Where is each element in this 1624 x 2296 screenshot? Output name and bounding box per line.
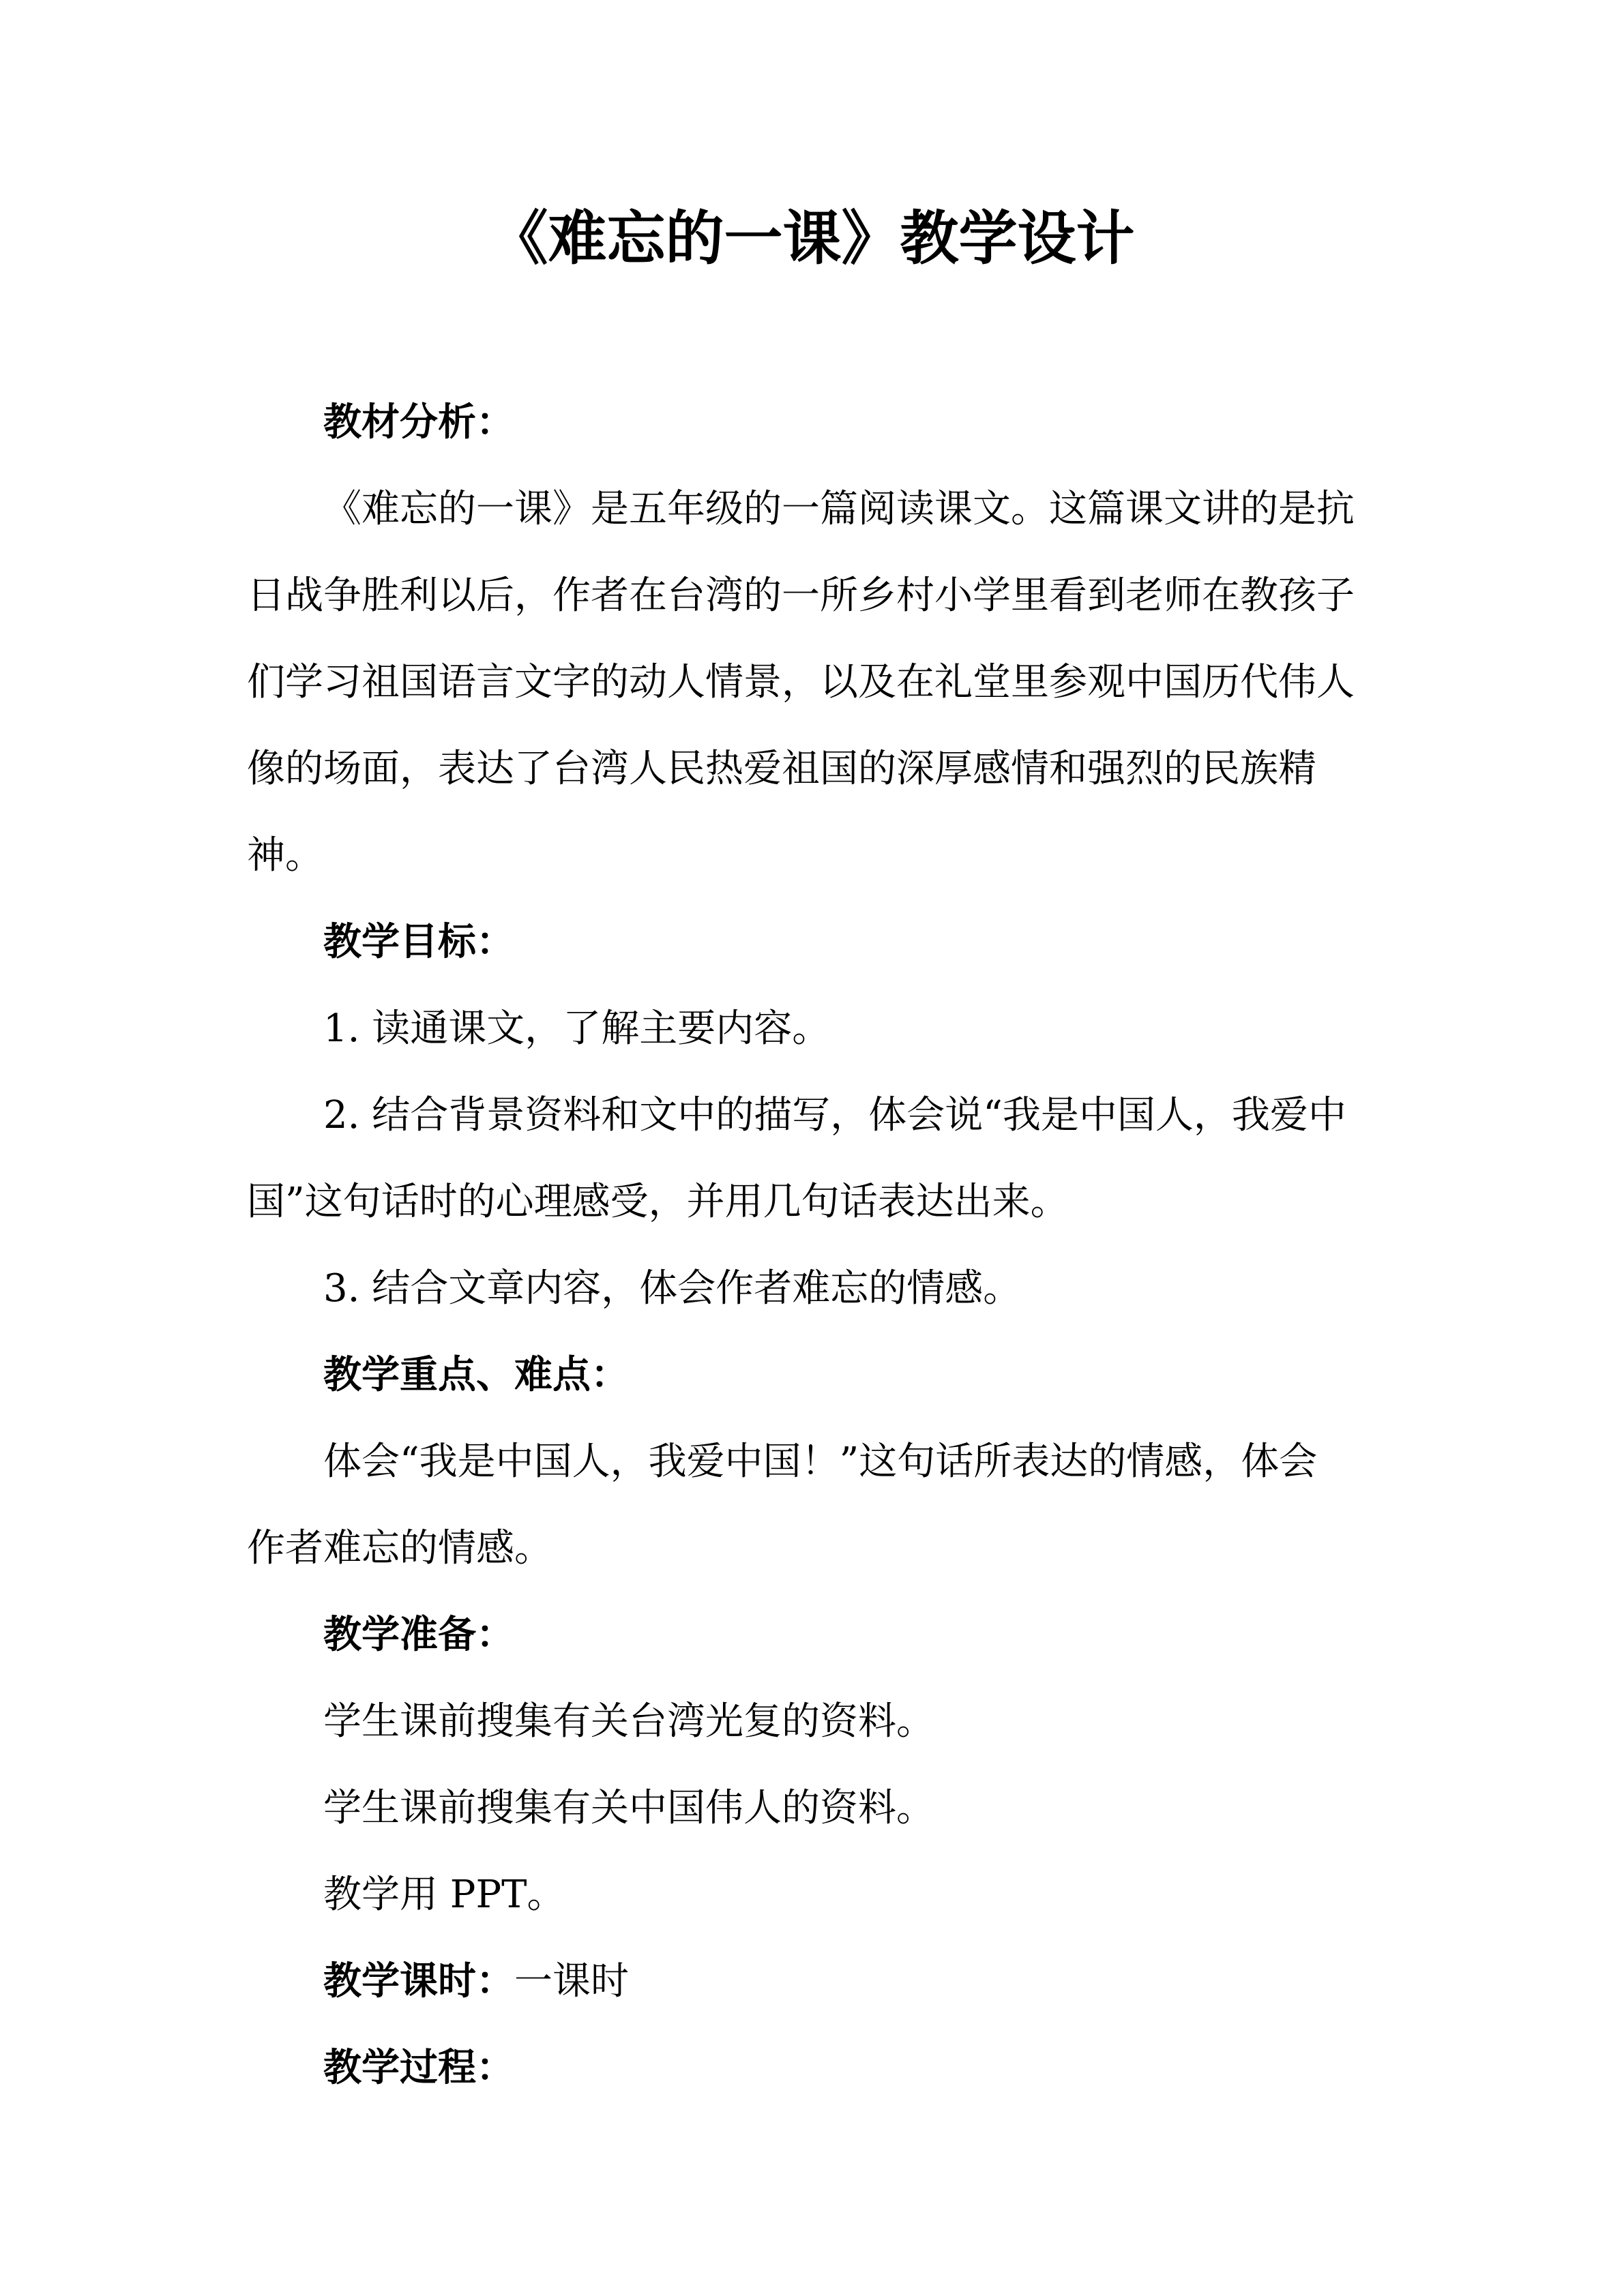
text-line: 们学习祖国语言文字的动人情景，以及在礼堂里参观中国历代伟人 — [247, 660, 1355, 704]
heading-preparation: 教学准备： — [323, 1612, 514, 1657]
preparation-item: 学生课前搜集有关中国伟人的资料。 — [323, 1786, 934, 1830]
text-line: 神。 — [247, 833, 323, 878]
text-line: 像的场面，表达了台湾人民热爱祖国的深厚感情和强烈的民族精 — [247, 747, 1316, 791]
goal-item-2 — [247, 1072, 1393, 1245]
goal-item-1: 1. 读通课文，了解主要内容。 — [323, 1007, 831, 1051]
text-line: 《难忘的一课》是五年级的一篇阅读课文。这篇课文讲的是抗 — [323, 487, 1355, 531]
heading-process: 教学过程： — [323, 2045, 514, 2090]
text-line: 作者难忘的情感。 — [247, 1526, 552, 1570]
text-line: 2. 结合背景资料和文中的描写，体会说“我是中国人，我爱中 — [323, 1093, 1346, 1137]
periods-value: 一课时 — [514, 1959, 629, 2003]
document-body — [247, 379, 1393, 2111]
periods-line — [247, 1938, 1393, 2025]
heading-periods: 教学课时： — [323, 1958, 514, 2003]
preparation-item: 教学用 PPT。 — [323, 1873, 565, 1917]
heading-analysis: 教材分析： — [323, 400, 514, 445]
heading-key-points: 教学重点、难点： — [323, 1352, 629, 1397]
text-line: 国”这句话时的心理感受，并用几句话表达出来。 — [247, 1180, 1069, 1224]
paragraph-key-points — [247, 1418, 1393, 1592]
preparation-item: 学生课前搜集有关台湾光复的资料。 — [323, 1699, 934, 1744]
paragraph-analysis — [247, 466, 1393, 899]
goal-item-3: 3. 结合文章内容，体会作者难忘的情感。 — [323, 1266, 1022, 1311]
document-title: 《难忘的一课》教学设计 — [489, 204, 1135, 273]
text-line: 体会“我是中国人，我爱中国！”这句话所表达的情感，体会 — [323, 1440, 1318, 1484]
text-line: 日战争胜利以后，作者在台湾的一所乡村小学里看到老师在教孩子 — [247, 573, 1355, 618]
heading-goals: 教学目标： — [323, 919, 514, 964]
